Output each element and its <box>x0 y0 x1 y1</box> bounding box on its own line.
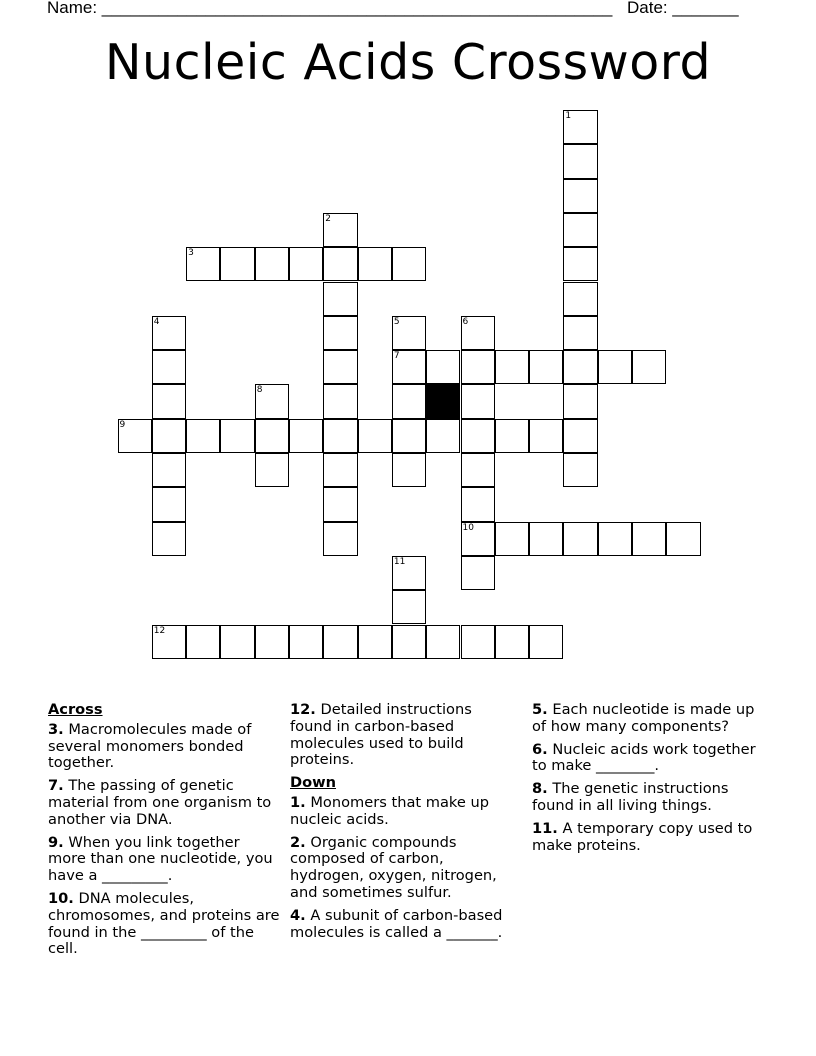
clue-text: Organic compounds composed of carbon, hydrogen, oxygen, nitrogen, and sometimes sulfur. <box>290 833 497 901</box>
grid-cell[interactable] <box>461 487 495 521</box>
grid-cell[interactable] <box>186 419 220 453</box>
grid-cell[interactable] <box>289 247 323 281</box>
clue-number: 11. <box>532 819 558 837</box>
grid-cell[interactable] <box>392 247 426 281</box>
cell-number: 1 <box>565 111 572 121</box>
grid-cell[interactable] <box>152 487 186 521</box>
clue-text: When you link together more than one nucleotide, you have a _________. <box>48 833 273 885</box>
grid-cell[interactable] <box>323 282 357 316</box>
name-field-label: Name: ______________________________________________________ <box>47 0 613 17</box>
grid-cell[interactable] <box>495 350 529 384</box>
grid-cell[interactable] <box>495 625 529 659</box>
clue-number: 5. <box>532 701 548 718</box>
grid-cell[interactable] <box>152 625 186 659</box>
grid-cell[interactable] <box>563 247 597 281</box>
clue-down-5 <box>532 702 772 736</box>
grid-cell[interactable] <box>255 419 289 453</box>
grid-cell[interactable] <box>495 419 529 453</box>
grid-cell[interactable] <box>220 419 254 453</box>
grid-cell[interactable] <box>392 625 426 659</box>
grid-cell[interactable] <box>529 625 563 659</box>
grid-cell[interactable] <box>461 350 495 384</box>
grid-cell[interactable] <box>563 179 597 213</box>
grid-cell[interactable] <box>563 144 597 178</box>
cell-number: 8 <box>256 385 263 396</box>
grid-cell[interactable] <box>255 625 289 659</box>
grid-cell[interactable] <box>598 522 632 556</box>
grid-cell[interactable] <box>323 384 357 418</box>
cell-number: 11 <box>393 556 406 567</box>
clue-text: Each nucleotide is made up of how many components? <box>532 701 755 735</box>
clue-text: A temporary copy used to make proteins. <box>532 819 753 854</box>
grid-cell[interactable] <box>255 247 289 281</box>
grid-cell[interactable] <box>426 625 460 659</box>
clue-text: Monomers that make up nucleic acids. <box>290 793 489 828</box>
grid-cell[interactable] <box>563 384 597 418</box>
grid-cell[interactable] <box>323 350 357 384</box>
grid-cell[interactable] <box>323 522 357 556</box>
clue-number: 8. <box>532 780 548 798</box>
grid-cell[interactable] <box>186 625 220 659</box>
grid-cell[interactable] <box>323 487 357 521</box>
cell-number: 7 <box>393 351 400 362</box>
grid-cell[interactable] <box>461 419 495 453</box>
grid-cell[interactable] <box>255 384 289 418</box>
grid-cell[interactable] <box>392 556 426 590</box>
grid-cell[interactable] <box>461 522 495 556</box>
grid-cell[interactable] <box>323 247 357 281</box>
down-heading: Down <box>290 774 337 792</box>
clue-text: The genetic instructions found in all living things. <box>532 780 729 814</box>
clue-text: The passing of genetic material from one organism to another via DNA. <box>48 777 272 828</box>
grid-cell[interactable] <box>220 247 254 281</box>
grid-cell[interactable] <box>392 453 426 487</box>
across-heading: Across <box>48 701 103 718</box>
clue-number: 4. <box>290 906 306 924</box>
grid-cell[interactable] <box>392 316 426 350</box>
clue-text: Nucleic acids work together to make ________. <box>532 740 756 775</box>
grid-cell[interactable] <box>152 453 186 487</box>
clues-column-1 <box>48 702 280 964</box>
clue-number: 12. <box>290 701 316 718</box>
grid-cell[interactable] <box>563 419 597 453</box>
grid-cell[interactable] <box>323 453 357 487</box>
clue-text: Detailed instructions found in carbon-based molecules used to build proteins. <box>290 701 472 769</box>
grid-cell[interactable] <box>563 282 597 316</box>
grid-cell[interactable] <box>152 419 186 453</box>
cell-number: 6 <box>462 316 469 327</box>
clue-number: 10. <box>48 889 74 907</box>
clue-across-7 <box>48 778 280 828</box>
grid-cell[interactable] <box>563 110 597 144</box>
grid-cell[interactable] <box>392 419 426 453</box>
grid-cell[interactable] <box>495 522 529 556</box>
clue-down-6 <box>532 742 772 776</box>
grid-cell[interactable] <box>358 247 392 281</box>
page-title: Nucleic Acids Crossword <box>104 34 712 91</box>
clue-text: A subunit of carbon-based molecules is called a _______. <box>290 906 503 941</box>
cell-number: 10 <box>462 522 474 533</box>
blocked-cell <box>426 384 460 418</box>
grid-cell[interactable] <box>358 625 392 659</box>
grid-cell[interactable] <box>323 625 357 659</box>
grid-cell[interactable] <box>323 419 357 453</box>
clues-column-2 <box>290 702 518 947</box>
grid-cell[interactable] <box>289 419 323 453</box>
cell-number: 3 <box>188 248 194 259</box>
grid-cell[interactable] <box>255 453 289 487</box>
clue-down-4 <box>290 908 518 942</box>
clue-number: 3. <box>48 720 64 738</box>
cell-number: 12 <box>153 625 166 636</box>
clue-number: 6. <box>532 740 548 758</box>
grid-cell[interactable] <box>563 453 597 487</box>
grid-cell[interactable] <box>358 419 392 453</box>
clue-text: Macromolecules made of several monomers bonded together. <box>48 720 252 772</box>
grid-cell[interactable] <box>598 350 632 384</box>
grid-cell[interactable] <box>186 247 220 281</box>
grid-cell[interactable] <box>529 419 563 453</box>
clues-column-3 <box>532 702 772 860</box>
grid-cell[interactable] <box>118 419 152 453</box>
date-field-label: Date: _______ <box>627 0 739 17</box>
grid-cell[interactable] <box>426 350 460 384</box>
clue-number: 1. <box>290 793 306 811</box>
grid-cell[interactable] <box>632 350 666 384</box>
grid-cell[interactable] <box>152 316 186 350</box>
cell-number: 9 <box>119 419 126 430</box>
grid-cell[interactable] <box>461 384 495 418</box>
clue-number: 7. <box>48 777 64 795</box>
grid-cell[interactable] <box>632 522 666 556</box>
grid-cell[interactable] <box>563 213 597 247</box>
grid-cell[interactable] <box>563 316 597 350</box>
grid-cell[interactable] <box>461 556 495 590</box>
clue-across-12 <box>290 702 518 769</box>
grid-cell[interactable] <box>563 522 597 556</box>
grid-cell[interactable] <box>323 316 357 350</box>
clue-down-1 <box>290 795 518 829</box>
clue-number: 9. <box>48 833 64 851</box>
cell-number: 5 <box>393 316 400 327</box>
grid-cell[interactable] <box>529 522 563 556</box>
clue-across-10 <box>48 891 280 958</box>
grid-cell[interactable] <box>461 316 495 350</box>
clue-down-11 <box>532 821 772 855</box>
grid-cell[interactable] <box>461 625 495 659</box>
grid-cell[interactable] <box>152 350 186 384</box>
clue-number: 2. <box>290 833 306 851</box>
grid-cell[interactable] <box>152 384 186 418</box>
clue-across-3 <box>48 722 280 772</box>
cell-number: 2 <box>325 213 332 224</box>
grid-cell[interactable] <box>461 453 495 487</box>
grid-cell[interactable] <box>392 384 426 418</box>
clue-across-9 <box>48 835 280 885</box>
grid-cell[interactable] <box>666 522 700 556</box>
clue-down-2 <box>290 835 518 902</box>
cell-number: 4 <box>153 316 160 327</box>
grid-cell[interactable] <box>563 350 597 384</box>
clue-text: DNA molecules, chromosomes, and proteins are found in the _________ of the cell. <box>48 889 280 958</box>
grid-cell[interactable] <box>152 522 186 556</box>
grid-cell[interactable] <box>220 625 254 659</box>
grid-cell[interactable] <box>323 213 357 247</box>
grid-cell[interactable] <box>529 350 563 384</box>
grid-cell[interactable] <box>426 419 460 453</box>
grid-cell[interactable] <box>289 625 323 659</box>
grid-cell[interactable] <box>392 590 426 624</box>
clue-down-8 <box>532 781 772 815</box>
grid-cell[interactable] <box>392 350 426 384</box>
